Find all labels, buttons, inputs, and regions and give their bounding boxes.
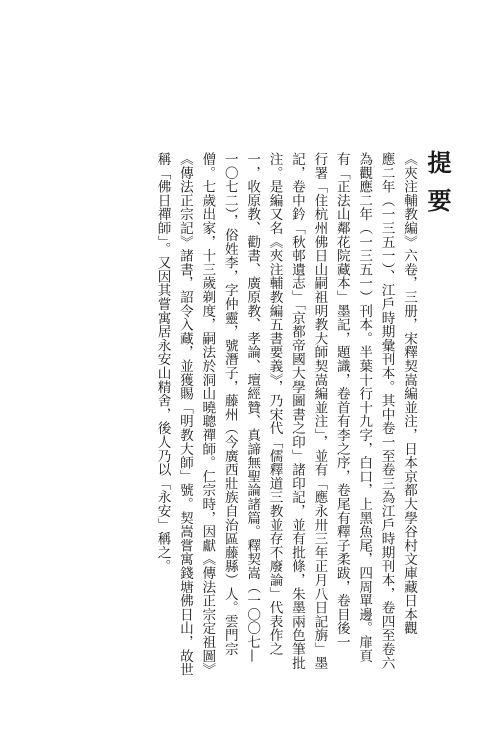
text-column: 稱「佛日禪師」。又因其嘗寓居永安山精舍，後人乃以「永安」稱之。 xyxy=(154,152,171,573)
text-column: 《夾注輔教編》六卷，三册，宋釋契嵩編並注，日本京都大學谷村文庫藏日本觀 xyxy=(401,152,417,635)
text-column: 僧。七歲出家，十三歲剃度，嗣法於洞山曉聰禪師。仁宗時，因獻《傳法正宗定祖圖》 xyxy=(199,152,216,677)
page-title: 提要 xyxy=(423,150,452,226)
text-column: 記，卷中鈐「秋邨遺志」「京都帝國大學圖書之印」諸印記，並有批條，朱墨兩色筆批 xyxy=(288,152,305,670)
text-column: 一，收原教、勸書、廣原教、孝論、壇經贊、真諦無聖論諸篇。釋契嵩（一〇〇七— xyxy=(244,152,261,663)
text-column: 《傳法正宗記》諸書，詔令入藏，並獲賜「明教大師」號。契嵩嘗寓錢塘佛日山，故世 xyxy=(176,152,193,677)
text-column: 行署「住杭州佛日山嗣祖明教大師契嵩編並注」，並有「應永卅三年正月八日記旃」墨 xyxy=(311,152,328,670)
text-column: 為觀應二年（一三五一）刊本。半葉十行十九字，白口，上黑魚尾，四周單邊。扉頁 xyxy=(356,152,373,663)
text-column: 有「正法山鄰花院藏本」墨記，題識，卷首有李之序，卷尾有釋子柔跋，卷目後一 xyxy=(333,152,350,649)
body-text xyxy=(151,152,420,677)
text-column: 注。是編又名《夾注輔教編五書要義》，乃宋代「儒釋道三教並存不廢論」代表作之 xyxy=(266,152,283,656)
text-column: 一〇七二），俗姓李，字仲靈，號潛子，藤州（今廣西壯族自治區藤縣）人。雲門宗 xyxy=(221,152,238,656)
text-column: 應二年（一三五一）、江戶時期彙刊本。其中卷一至卷三為江戶時期刊本，卷四至卷六 xyxy=(378,152,395,670)
